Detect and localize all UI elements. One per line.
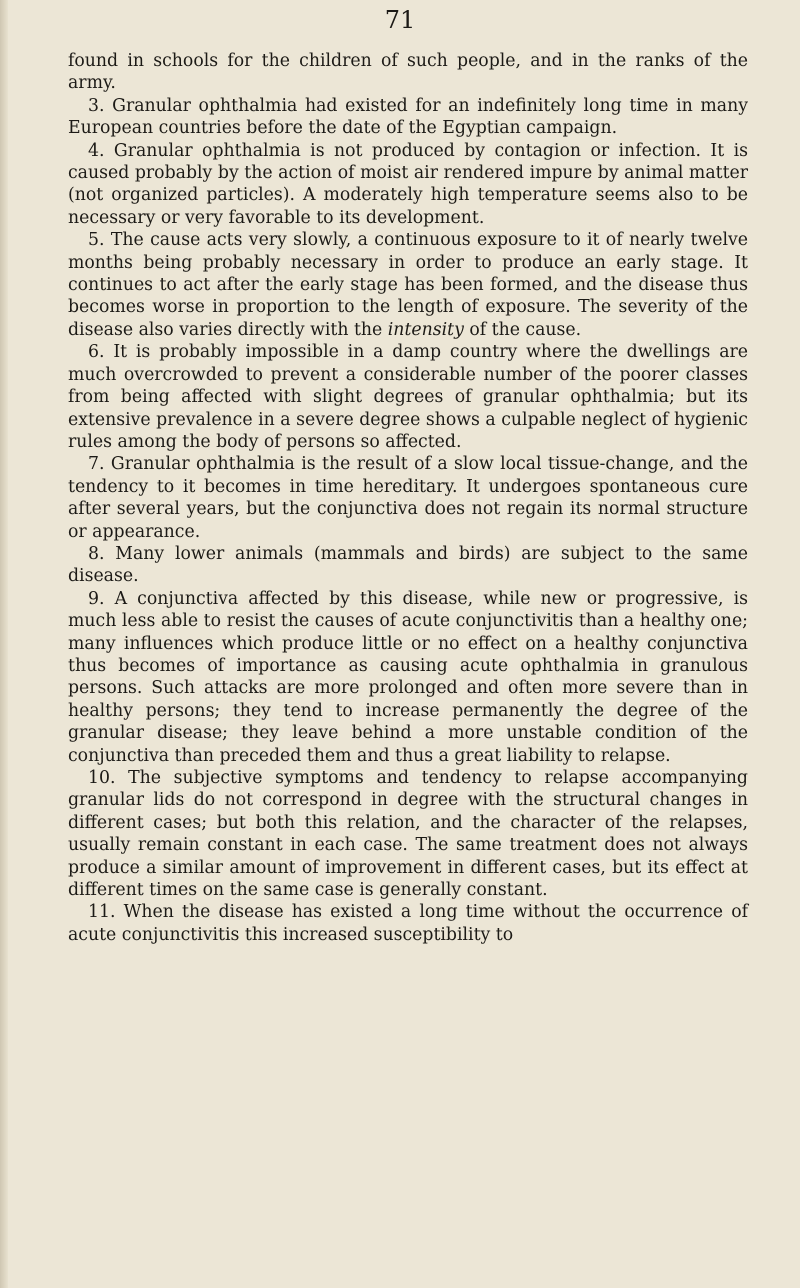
paragraph-11: 11. When the disease has existed a long time without the occurrence of acute conjunctivitis this increased susceptibility to (68, 902, 748, 945)
paragraph-5-after: of the cause. (463, 319, 582, 340)
page-spine-shadow (0, 0, 8, 1288)
paragraph-5-emphasis: intensity (387, 319, 464, 340)
paragraph-5-before: 5. The cause acts very slowly, a continuous exposure to it of nearly twelve months being probably necessary in order to produce an early stage. It continues to act after the early stage has been formed, and the disease thus becomes worse in proportion to the length of exposure. The severity of the disease also varies directly with the (68, 230, 748, 340)
paragraph-continued: found in schools for the children of such people, and in the ranks of the army. (68, 51, 748, 94)
paragraph-9: 9. A conjunctiva affected by this disease, while new or progressive, is much less able to resist the causes of acute conjunctivitis than a healthy one; many influences which produce little or no effect on a healthy conjunctiva thus becomes of importance as causing acute ophthalmia in granulous persons. Such attacks are more prolonged and often more severe than in healthy persons; they tend to increase permanently the degree of the granular disease; they leave behind a more unstable condition of the conjunctiva than preceded them and thus a great liability to relapse. (68, 588, 748, 766)
paragraph-7: 7. Granular ophthalmia is the result of a slow local tissue-change, and the tendency to it becomes in time hereditary. It undergoes spontaneous cure after several years, but the conjunctiva does not regain its normal structure or appearance. (68, 454, 748, 542)
paragraph-10: 10. The subjective symptoms and tendency to relapse accompanying granular lids do not correspond in degree with the structural changes in different cases; but both this relation, and the character of the relapses, usually remain constant in each case. The same treatment does not always produce a similar amount of improvement in different cases, but its effect at different times on the same case is generally constant. (68, 768, 748, 901)
body-text (68, 50, 748, 946)
page-number: 71 (384, 6, 416, 34)
paragraph-6: 6. It is probably impossible in a damp country where the dwellings are much overcrowded to prevent a considerable number of the poorer classes from being affected with slight degrees of granular ophthalmia; but its extensive prevalence in a severe degree shows a culpable neglect of hygienic rules among the body of persons so affected. (68, 342, 748, 452)
paragraph-4: 4. Granular ophthalmia is not produced by contagion or infection. It is caused probably by the action of moist air rendered impure by animal matter (not organized particles). A moderately high temperature seems also to be necessary or very favorable to its development. (68, 140, 748, 228)
paragraph-3: 3. Granular ophthalmia had existed for an indefinitely long time in many European countries before the date of the Egyptian campaign. (68, 95, 748, 139)
paragraph-8: 8. Many lower animals (mammals and birds) are subject to the same disease. (68, 543, 748, 587)
paragraph-5 (68, 229, 748, 341)
